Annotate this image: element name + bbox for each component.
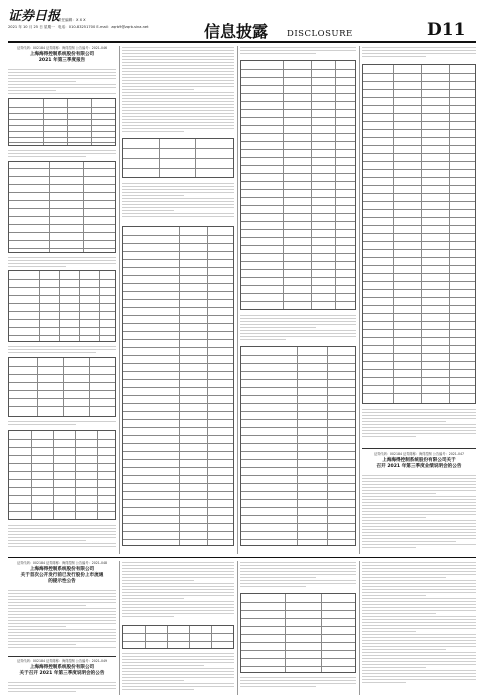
article-1-table-5	[8, 430, 116, 520]
article-3-title-line3: 的提示性公告	[48, 579, 76, 584]
article-3-header: 证券代码：002184 证券简称：海得控制 公告编号：2021-048 上海海得控制系统股份有限公司 关于首次公开发行前已发行股份上市流通 的提示性公告	[8, 561, 116, 585]
article-3-body	[8, 589, 116, 653]
lower-section-rule	[8, 557, 476, 558]
article-3-title-line2: 关于首次公开发行前已发行股份上市流通	[20, 573, 104, 578]
lower-column-3-table	[240, 593, 356, 673]
editor-line: 责任编辑：X X X	[58, 18, 86, 22]
column-2	[122, 46, 234, 554]
article-1-title-line2: 2021 年第三季度报告	[38, 58, 86, 63]
column-1	[8, 46, 116, 554]
article-3-title-line1: 上海海得控制系统股份有限公司	[29, 567, 95, 572]
article-1-table-2	[8, 161, 116, 253]
article-2-title-line2: 召开 2021 年第三季度业绩说明会的公告	[376, 464, 462, 469]
article-4-title-line1: 上海海得控制系统股份有限公司	[29, 665, 95, 670]
article-1-intro	[8, 68, 116, 96]
section-title: 信息披露	[204, 22, 269, 41]
contact-line: 电话：010-83251700 E-mail：zqrb9@zqrb.sina.net	[58, 25, 149, 29]
page-number: D11	[427, 20, 466, 40]
lower-column-4	[362, 561, 476, 695]
article-2-body	[362, 474, 476, 552]
column-3-table-1	[240, 60, 356, 310]
article-1-table-4	[8, 357, 116, 417]
column-2-table-2	[122, 226, 234, 546]
section-title-english: DISCLOSURE	[287, 29, 353, 39]
article-2-header: 证券代码：002184 证券简称：海得控制 公告编号：2021-047 上海海得控制系统股份有限公司关于 召开 2021 年第三季度业绩说明会的公告	[362, 452, 476, 470]
lower-column-2-table	[122, 625, 234, 649]
column-2-table-1	[122, 138, 234, 178]
column-3-table-2	[240, 346, 356, 546]
article-1-title-line1: 上海海得控制系统股份有限公司	[29, 52, 95, 57]
article-1-header: 证券代码：002184 证券简称：海得控制 公告编号：2021-046 上海海得控制系统股份有限公司 2021 年第三季度报告	[8, 46, 116, 64]
lower-column-2	[122, 561, 234, 695]
issue-date: 2021 年 10 月 25 日 星期一	[8, 25, 55, 29]
article-4-header: 证券代码：002184 证券简称：海得控制 公告编号：2021-049 上海海得控制系统股份有限公司 关于召开 2021 年第三季度说明会的公告	[8, 659, 116, 677]
column-2-text	[122, 46, 234, 136]
article-1-table-3	[8, 270, 116, 342]
column-3	[240, 46, 356, 554]
article-4-title-line2: 关于召开 2021 年第三季度说明会的公告	[19, 671, 105, 676]
masthead-rule	[8, 41, 476, 43]
article-2-title-line1: 上海海得控制系统股份有限公司关于	[382, 458, 456, 463]
lower-column-3	[240, 561, 356, 695]
column-4-table-1	[362, 64, 476, 404]
lower-column-1	[8, 561, 116, 695]
article-1-table-1	[8, 98, 116, 146]
column-4	[362, 46, 476, 554]
newspaper-logo: 证券日报	[8, 9, 61, 24]
masthead	[0, 0, 484, 44]
